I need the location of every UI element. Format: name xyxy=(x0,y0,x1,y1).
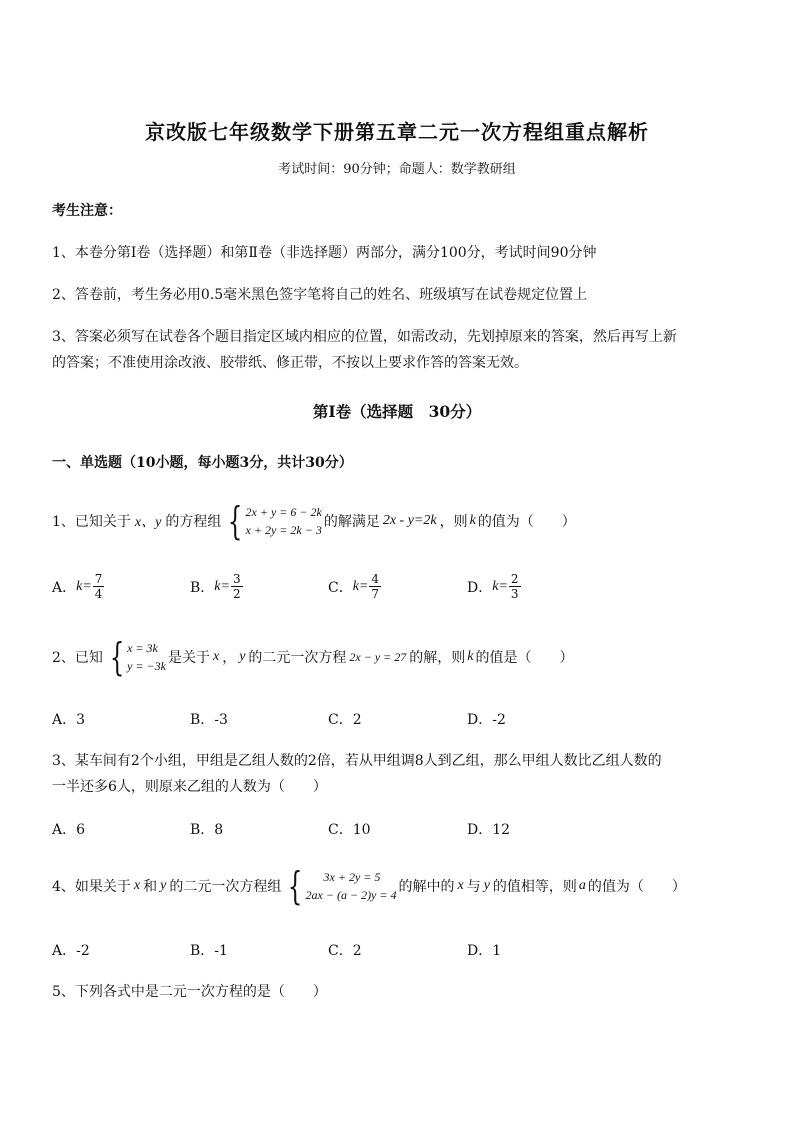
q1-option-c-var: k= xyxy=(352,578,369,594)
q1-after: 的解满足 xyxy=(323,514,380,530)
q4-x2: x xyxy=(457,878,464,893)
q1-option-a-label: A． xyxy=(52,579,77,596)
q1-k: k xyxy=(469,513,476,528)
notice-item-3-line-2: 的答案；不准使用涂改液、胶带纸、修正带，不按以上要求作答的答案无效。 xyxy=(52,355,528,371)
notice-item-1: 1、本卷分第Ⅰ卷（选择题）和第Ⅱ卷（非选择题）两部分，满分100分，考试时间90分钟 xyxy=(52,245,597,261)
q4-mid: 的二元一次方程组 xyxy=(169,879,282,895)
question-3-line-2: 一半还多6人，则原来乙组的人数为（ ） xyxy=(52,779,327,795)
q3-option-c[interactable]: C．10 xyxy=(328,822,371,838)
q4-prefix: 4、如果关于 xyxy=(52,879,131,895)
q1-mid: 的方程组 xyxy=(165,514,222,530)
q1-option-d[interactable] xyxy=(467,572,522,601)
q2-mid: 是关于 xyxy=(167,650,210,666)
q2-option-a[interactable]: A．3 xyxy=(52,712,86,728)
q2-eq2: y = −3k xyxy=(127,659,166,673)
q4-option-a[interactable]: A．-2 xyxy=(52,943,90,959)
q1-condition: 2x - y=2k xyxy=(382,513,437,528)
q3-option-a[interactable]: A．6 xyxy=(52,822,86,838)
q4-eq2: 2ax − (a − 2)y = 4 xyxy=(305,888,397,902)
q1-option-c[interactable] xyxy=(328,572,382,601)
q1-end: 的值为（ ） xyxy=(477,514,576,530)
question-3-line-1: 3、某车间有2个小组，甲组是乙组人数的2倍，若从甲组调8人到乙组，那么甲组人数比乙组人数的 xyxy=(52,753,662,769)
q2-after: 的解，则 xyxy=(409,650,466,666)
section-title: 第Ⅰ卷（选择题 30分） xyxy=(312,402,482,421)
q2-equation-system xyxy=(105,635,166,679)
q1-vars: x、y xyxy=(134,515,162,530)
q4-eq1: 3x + 2y = 5 xyxy=(323,870,381,884)
q1-option-d-var: k= xyxy=(492,578,508,594)
q2-end: 的值是（ ） xyxy=(475,650,574,666)
notice-heading: 考生注意： xyxy=(52,203,122,219)
exam-subtitle: 考试时间：90分钟；命题人：数学教研组 xyxy=(278,162,516,177)
q4-option-c[interactable]: C．2 xyxy=(328,943,362,959)
q1-option-a[interactable] xyxy=(52,572,105,601)
q1-brace: { xyxy=(228,499,243,543)
q4-y2: y xyxy=(483,878,490,893)
q4-option-d[interactable]: D．1 xyxy=(467,943,502,959)
q2-mid2: 的二元一次方程 xyxy=(248,650,347,666)
q2-comma: ， xyxy=(222,650,237,666)
q4-option-b[interactable]: B．-1 xyxy=(190,943,228,959)
q1-option-b-label: B． xyxy=(190,579,215,596)
q1-eq1: 2x + y = 6 − 2k xyxy=(245,505,322,519)
q2-brace: { xyxy=(109,635,125,679)
q1-option-d-label: D． xyxy=(467,579,493,596)
q1-option-b[interactable] xyxy=(190,572,244,601)
q1-option-a-var: k= xyxy=(76,578,92,594)
q4-y: y xyxy=(160,878,167,893)
q1-option-c-label: C． xyxy=(328,579,353,596)
q2-equation: 2x − y = 27 xyxy=(349,649,407,664)
q4-and: 和 xyxy=(143,879,158,895)
q4-x: x xyxy=(133,878,141,893)
q2-k: k xyxy=(467,649,474,664)
q4-tail: 的值相等，则 xyxy=(492,879,577,895)
q2-option-b[interactable]: B．-3 xyxy=(190,712,228,728)
q1-tail: ，则 xyxy=(439,514,468,530)
q2-option-d[interactable]: D．-2 xyxy=(467,712,506,728)
part-heading: 一、单选题（10小题，每小题3分，共计30分） xyxy=(52,455,353,471)
q4-brace: { xyxy=(288,864,303,908)
question-5: 5、下列各式中是二元一次方程的是（ ） xyxy=(52,984,327,1000)
q2-y: y xyxy=(239,649,246,664)
q1-eq2: x + 2y = 2k − 3 xyxy=(245,523,322,537)
q2-x: x xyxy=(212,649,220,664)
q1-option-b-fraction: $\frac{3}{2}$ xyxy=(232,572,241,601)
q3-option-d[interactable]: D．12 xyxy=(467,822,511,838)
question-1 xyxy=(52,498,576,544)
question-2 xyxy=(52,634,573,680)
q4-with: 与 xyxy=(466,879,481,895)
q3-option-b[interactable]: B．8 xyxy=(190,822,224,838)
notice-item-2: 2、答卷前，考生务必用0.5毫米黑色签字笔将自己的姓名、班级填写在试卷规定位置上 xyxy=(52,287,588,303)
question-4 xyxy=(52,863,686,909)
q4-after: 的解中的 xyxy=(398,879,455,895)
page-title: 京改版七年级数学下册第五章二元一次方程组重点解析 xyxy=(145,120,649,144)
q4-equation-system xyxy=(283,864,397,908)
q1-option-b-var: k= xyxy=(214,578,230,594)
q2-eq1: x = 3k xyxy=(127,641,158,655)
q2-option-c[interactable]: C．2 xyxy=(328,712,362,728)
q1-prefix: 1、已知关于 xyxy=(52,514,131,530)
q2-prefix: 2、已知 xyxy=(52,650,103,666)
q1-option-d-fraction: $\frac{2}{3}$ xyxy=(510,572,519,601)
q1-option-c-fraction: $\frac{4}{7}$ xyxy=(371,572,380,601)
q4-end: 的值为（ ） xyxy=(587,879,686,895)
q4-a: a xyxy=(578,878,586,893)
q1-equation-system xyxy=(223,499,322,543)
notice-item-3-line-1: 3、答案必须写在试卷各个题目指定区域内相应的位置，如需改动，先划掉原来的答案，然后再写上新 xyxy=(52,329,677,345)
q1-option-a-fraction: $\frac{7}{4}$ xyxy=(94,572,103,601)
